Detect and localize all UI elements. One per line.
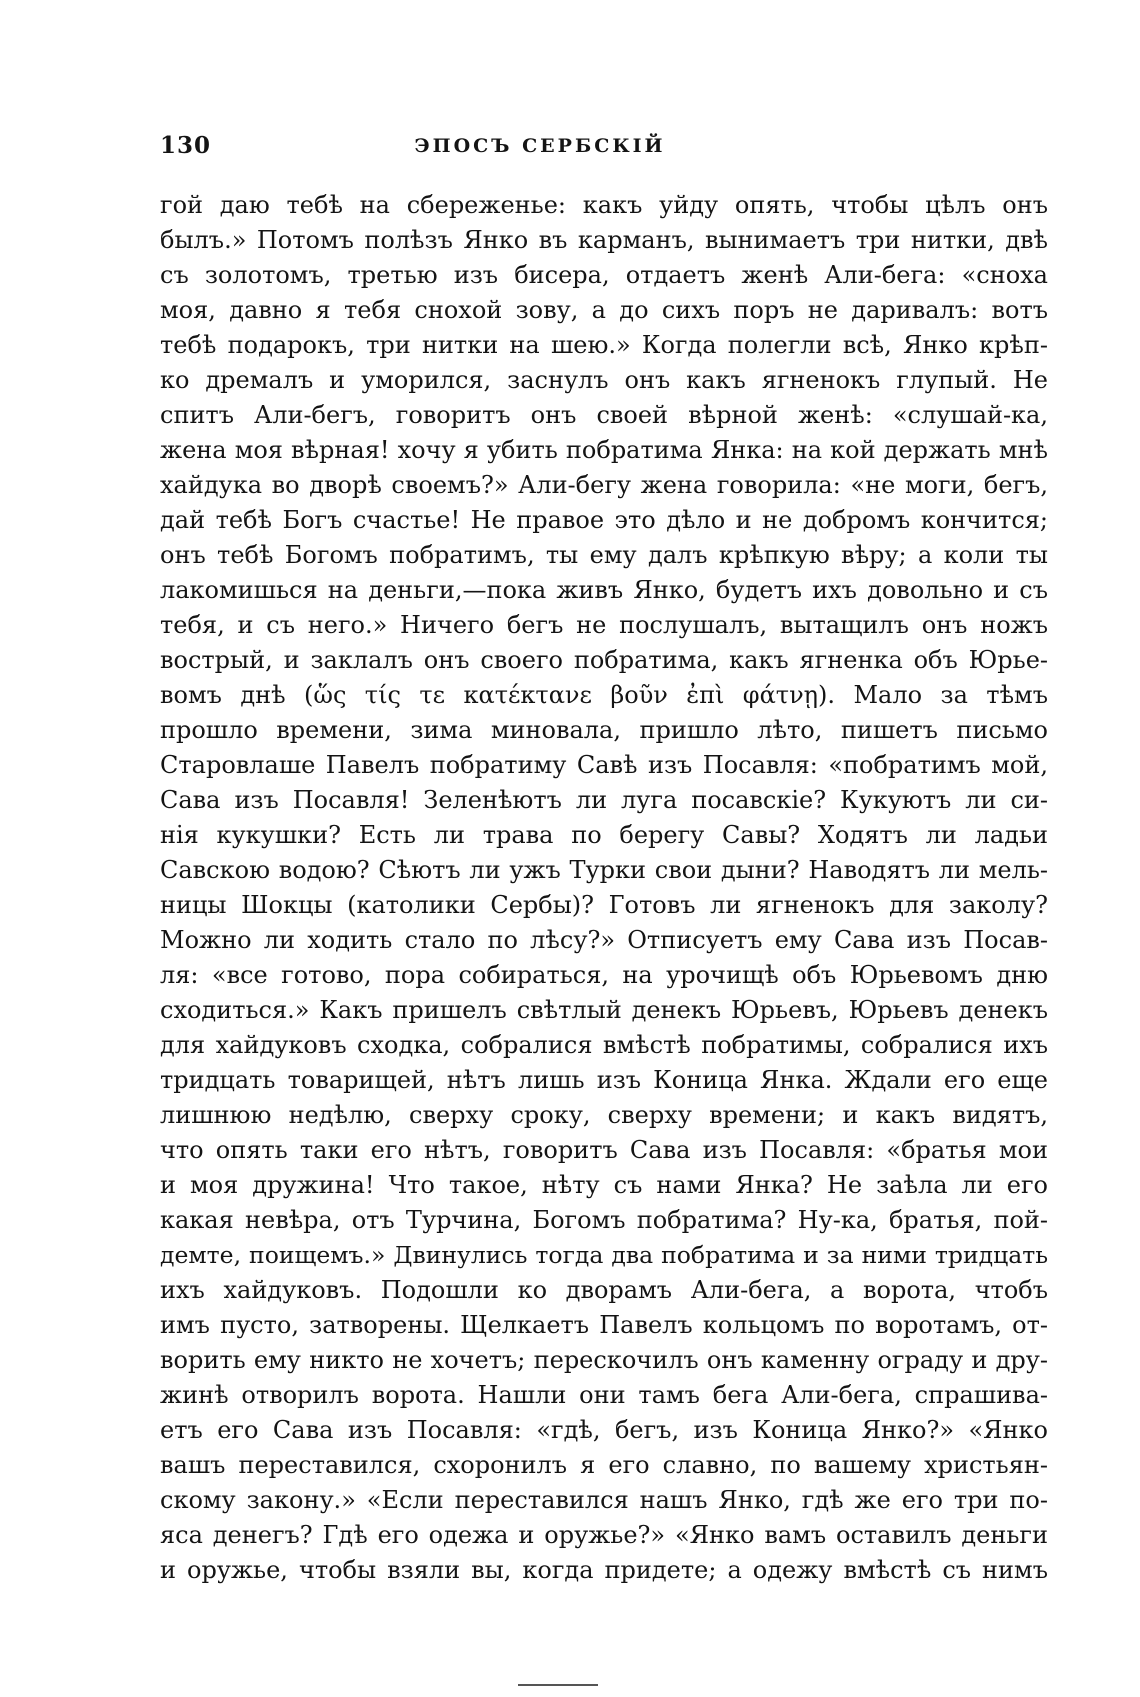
text-line: что опять таки его нѣтъ, говоритъ Сава изъ Посавля: «братья мои <box>160 1136 1048 1164</box>
text-line: тридцать товарищей, нѣтъ лишь изъ Коница Янка. Ждали его еще <box>160 1066 1048 1094</box>
text-line: яса денегъ? Гдѣ его одежа и оружье?» «Янко вамъ оставилъ деньги <box>160 1521 1048 1549</box>
text-line: былъ.» Потомъ полѣзъ Янко въ карманъ, вынимаетъ три нитки, двѣ <box>160 226 1048 254</box>
text-line: ихъ хайдуковъ. Подошли ко дворамъ Али-бега, а ворота, чтобъ <box>160 1276 1048 1304</box>
text-line: Сава изъ Посавля! Зеленѣютъ ли луга посавскіе? Кукуютъ ли си- <box>160 786 1048 814</box>
page-number: 130 <box>160 132 212 159</box>
text-line: онъ тебѣ Богомъ побратимъ, ты ему далъ крѣпкую вѣру; а коли ты <box>160 541 1048 569</box>
text-line: ля: «все готово, пора собираться, на урочищѣ объ Юрьевомъ дню <box>160 961 1048 989</box>
text-line: етъ его Сава изъ Посавля: «гдѣ, бегъ, изъ Коница Янко?» «Янко <box>160 1416 1048 1444</box>
text-line: вашъ переставился, схоронилъ я его славно, по вашему христьян- <box>160 1451 1048 1479</box>
text-line: ворить ему никто не хочетъ; перескочилъ онъ каменну ограду и дру- <box>160 1346 1048 1374</box>
text-line: жена моя вѣрная! хочу я убить побратима Янка: на кой держать мнѣ <box>160 436 1048 464</box>
text-line: тебя, и съ него.» Ничего бегъ не послушалъ, вытащилъ онъ ножъ <box>160 611 1048 639</box>
text-line: лакомишься на деньги,—пока живъ Янко, будетъ ихъ довольно и съ <box>160 576 1048 604</box>
text-line: ницы Шокцы (католики Сербы)? Готовъ ли ягненокъ для заколу? <box>160 891 1048 919</box>
text-line: сходиться.» Какъ пришелъ свѣтлый денекъ Юрьевъ, Юрьевъ денекъ <box>160 996 1048 1024</box>
text-line: демте, поищемъ.» Двинулись тогда два побратима и за ними тридцать <box>160 1241 1048 1269</box>
text-line: имъ пусто, затворены. Щелкаетъ Павелъ кольцомъ по воротамъ, от- <box>160 1311 1048 1339</box>
text-line: жинѣ отворилъ ворота. Нашли они тамъ бега Али-бега, спрашива- <box>160 1381 1048 1409</box>
text-line: тебѣ подарокъ, три нитки на шею.» Когда полегли всѣ, Янко крѣп- <box>160 331 1048 359</box>
text-line: скому закону.» «Если переставился нашъ Янко, гдѣ же его три по- <box>160 1486 1048 1514</box>
text-line: лишнюю недѣлю, сверху сроку, сверху времени; и какъ видятъ, <box>160 1101 1048 1129</box>
text-line: и моя дружина! Что такое, нѣту съ нами Янка? Не заѣла ли его <box>160 1171 1048 1199</box>
text-line: для хайдуковъ сходка, собралися вмѣстѣ побратимы, собралися ихъ <box>160 1031 1048 1059</box>
text-line: съ золотомъ, третью изъ бисера, отдаетъ женѣ Али-бега: «сноха <box>160 261 1048 289</box>
text-line: ко дремалъ и уморился, заснулъ онъ какъ ягненокъ глупый. Не <box>160 366 1048 394</box>
text-line: хайдука во дворѣ своемъ?» Али-бегу жена говорила: «не моги, бегъ, <box>160 471 1048 499</box>
page-header <box>160 132 920 162</box>
text-line: прошло времени, зима миновала, пришло лѣто, пишетъ письмо <box>160 716 1048 744</box>
running-title: ЭПОСЪ СЕРБСКІЙ <box>414 135 666 157</box>
body-text <box>160 188 1048 1588</box>
text-line: какая невѣра, отъ Турчина, Богомъ побратима? Ну-ка, братья, пой- <box>160 1206 1048 1234</box>
text-line: моя, давно я тебя снохой зову, а до сихъ поръ не даривалъ: вотъ <box>160 296 1048 324</box>
text-line: Можно ли ходить стало по лѣсу?» Отписуетъ ему Сава изъ Посав- <box>160 926 1048 954</box>
text-line: гой даю тебѣ на сбереженье: какъ уйду опять, чтобы цѣлъ онъ <box>160 191 1048 219</box>
text-line: Савскою водою? Сѣютъ ли ужъ Турки свои дыни? Наводятъ ли мель- <box>160 856 1048 884</box>
text-line: нія кукушки? Есть ли трава по берегу Савы? Ходятъ ли ладьи <box>160 821 1048 849</box>
text-line: Старовлаше Павелъ побратиму Савѣ изъ Посавля: «побратимъ мой, <box>160 751 1048 779</box>
text-line: и оружье, чтобы взяли вы, когда придете; а одежу вмѣстѣ съ нимъ <box>160 1556 1048 1584</box>
text-line: спитъ Али-бегъ, говоритъ онъ своей вѣрной женѣ: «слушай-ка, <box>160 401 1048 429</box>
text-line: вомъ днѣ (ὥς τίς τε κατέκτανε βοῦν ἐπὶ φάτνῃ). Мало за тѣмъ <box>160 681 1048 709</box>
text-line: вострый, и заклалъ онъ своего побратима, какъ ягненка объ Юрье- <box>160 646 1048 674</box>
text-line: дай тебѣ Богъ счастье! Не правое это дѣло и не добромъ кончится; <box>160 506 1048 534</box>
bottom-rule <box>518 1684 598 1686</box>
